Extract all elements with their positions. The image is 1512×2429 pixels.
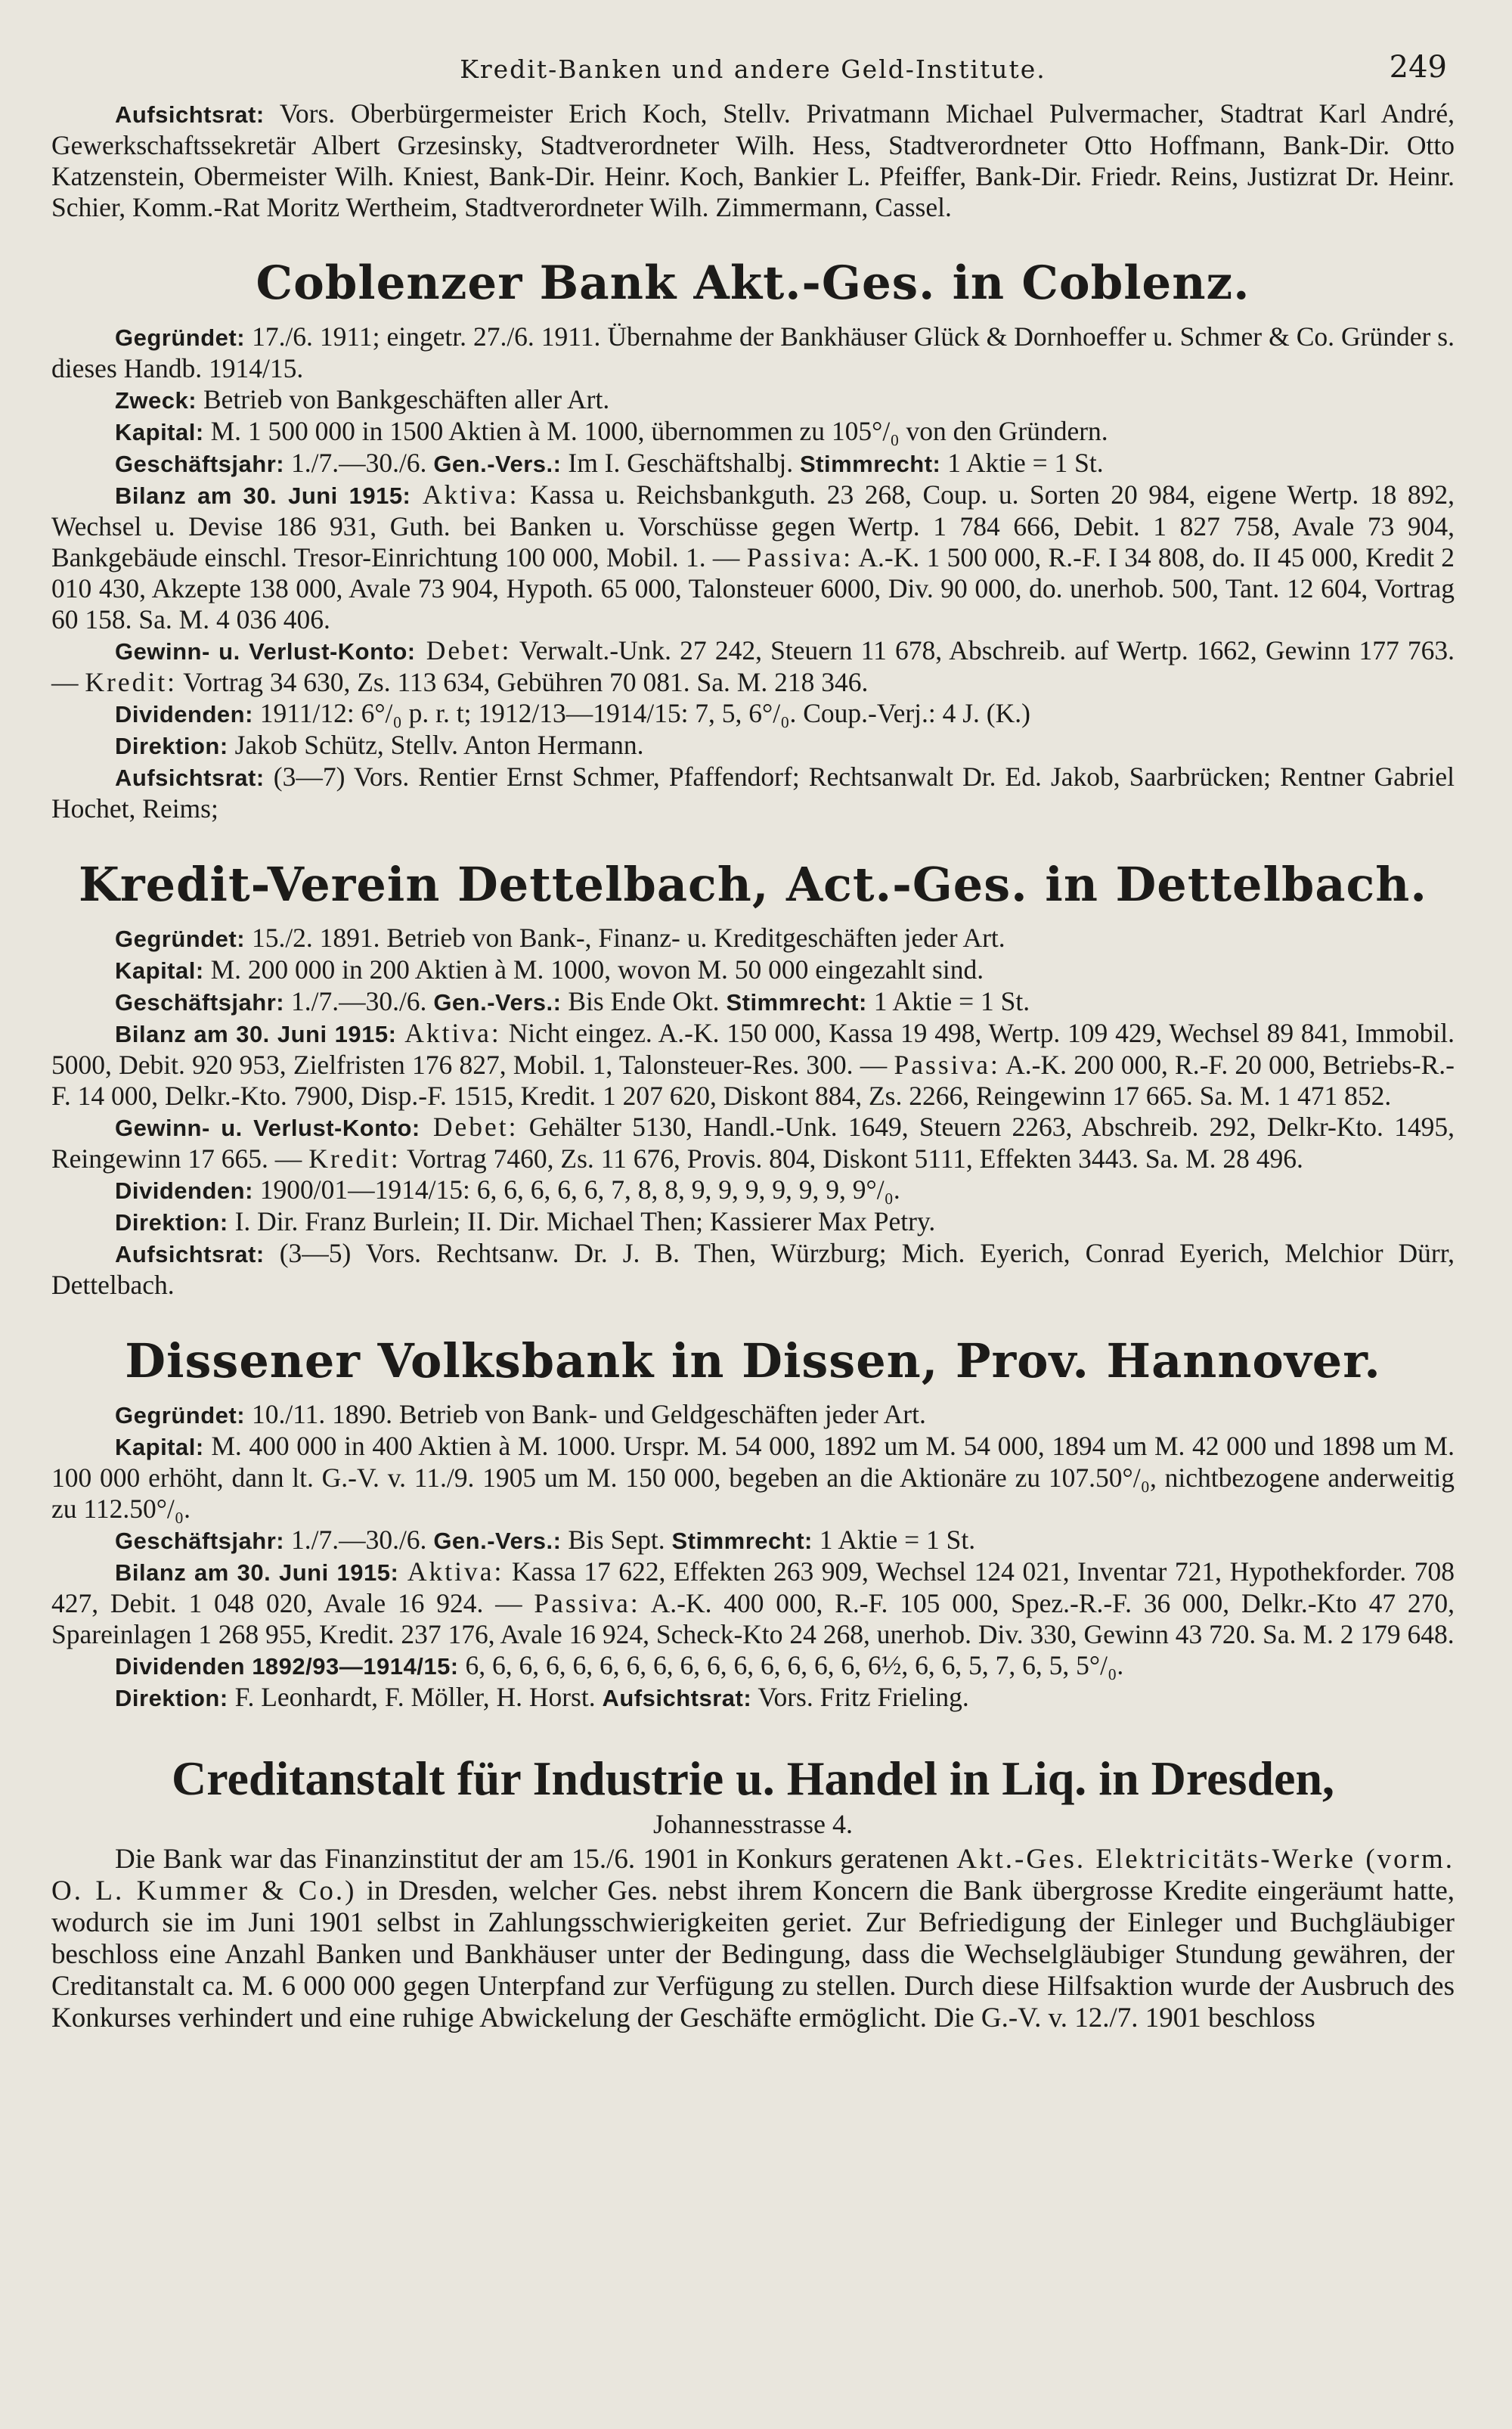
prev-entry xyxy=(51,98,1455,223)
gegruendet-line xyxy=(51,1399,1455,1431)
direktion-line xyxy=(51,1206,1455,1238)
bilanz-label: Bilanz am 30. Juni 1915: xyxy=(115,1021,397,1047)
gegruendet-text: 10./11. 1890. Betrieb von Bank- und Geldgeschäften jeder Art. xyxy=(245,1399,926,1429)
dettelbach-entry xyxy=(51,923,1455,1301)
zweck-text: Betrieb von Bankgeschäften aller Art. xyxy=(197,384,610,414)
dividenden-line xyxy=(51,1174,1455,1206)
running-title: Kredit-Banken und andere Geld-Institute. xyxy=(460,54,1046,84)
direktion-text: I. Dir. Franz Burlein; II. Dir. Michael Then; Kassierer Max Petry. xyxy=(228,1206,936,1236)
gen-vers-label: Gen.-Vers.: xyxy=(433,451,562,477)
bilanz-passiva-text: A.-K. 400 000, R.-F. 105 000, Spez.-R.-F. 36 000, Delkr.-Kto 47 270, Spareinlagen 1 268 955, Kredit. 237 176, Avale 16 924, Scheck-Kto 24 268, unerhob. Div. 330, Gewinn 43 720. Sa. M. 2 179 648. xyxy=(51,1588,1455,1649)
kapital-label: Kapital: xyxy=(115,957,204,984)
prev-aufsichtsrat xyxy=(51,98,1455,223)
aufsichtsrat-label: Aufsichtsrat: xyxy=(115,101,265,128)
passiva-label: Passiva: xyxy=(534,1588,640,1618)
geschaeftsjahr-text: 1./7.—30./6. xyxy=(284,448,434,478)
dividenden-label: Dividenden: xyxy=(115,701,253,727)
gegruendet-text: 17./6. 1911; eingetr. 27./6. 1911. Übernahme der Bankhäuser Glück & Dornhoeffer u. Schmer & Co. Gründer s. dieses Handb. 1914/15. xyxy=(51,321,1455,383)
kapital-text: M. 400 000 in 400 Aktien à M. 1000. Urspr. M. 54 000, 1892 um M. 54 000, 1894 um M. 42 000 und 1898 um M. 100 000 erhöht, dann lt. G.-V. v. 11./9. 1905 um M. 150 000, begeben an die Aktionäre zu 107.50°/₀, nichtbezogene anderweitig zu 112.50°/₀. xyxy=(51,1431,1455,1524)
gen-vers-text: Im I. Geschäftshalbj. xyxy=(561,448,800,478)
direktion-text: Jakob Schütz, Stellv. Anton Hermann. xyxy=(228,730,644,760)
dettelbach-title: Kredit-Verein Dettelbach, Act.-Ges. in Dettelbach. xyxy=(79,857,1427,912)
aufsichtsrat-line xyxy=(51,762,1455,824)
creditanstalt-text xyxy=(51,1844,1455,2034)
bilanz-label: Bilanz am 30. Juni 1915: xyxy=(115,1559,399,1586)
narrative-company: Akt.-Ges. Elektricitäts-Werke (vorm. O. L. Kummer & Co.) xyxy=(51,1844,1455,1906)
guv-line xyxy=(51,635,1455,698)
kapital-label: Kapital: xyxy=(115,419,204,445)
gegruendet-line xyxy=(51,321,1455,384)
kapital-line xyxy=(51,954,1455,986)
page-number: 249 xyxy=(1389,50,1447,85)
aktiva-label: Aktiva: xyxy=(411,479,519,510)
narrative-text-after: in Dresden, welcher Ges. nebst ihrem Koncern die Bank übergrosse Kredite eingeräumt hatte, wodurch sie im Juni 1901 selbst in Zahlungsschwierigkeiten geriet. Zur Befriedigung der Einleger und Buchgläubiger beschloss eine Anzahl Banken und Bankhäuser unter der Bedingung, dass die Wechselgläubiger Stundung gewähren, der Creditanstalt ca. M. 6 000 000 gegen Unterpfand zur Verfügung zu stellen. Durch diese Hilfsaktion wurde der Ausbruch des Konkurses verhindert und eine ruhige Abwickelung der Geschäfte ermöglicht. Die G.-V. v. 12./7. 1901 beschloss xyxy=(51,1875,1455,2033)
direktion-label: Direktion: xyxy=(115,1209,228,1236)
direktion-line xyxy=(51,730,1455,762)
gen-vers-text: Bis Ende Okt. xyxy=(561,986,727,1016)
kapital-text: M. 1 500 000 in 1500 Aktien à M. 1000, übernommen zu 105°/₀ von den Gründern. xyxy=(203,416,1108,446)
running-header xyxy=(51,45,1455,98)
dividenden-label: Dividenden 1892/93—1914/15: xyxy=(115,1653,459,1680)
kapital-line xyxy=(51,1431,1455,1525)
dissener-entry xyxy=(51,1399,1455,1714)
aufsichtsrat-text: Vors. Fritz Frieling. xyxy=(751,1682,969,1712)
guv-label: Gewinn- u. Verlust-Konto: xyxy=(115,638,416,665)
kapital-text: M. 200 000 in 200 Aktien à M. 1000, wovon M. 50 000 eingezahlt sind. xyxy=(203,954,984,985)
aktiva-label: Aktiva: xyxy=(398,1556,504,1587)
aufsichtsrat-text: (3—5) Vors. Rechtsanw. Dr. J. B. Then, Würzburg; Mich. Eyerich, Conrad Eyerich, Melchior Dürr, Dettelbach. xyxy=(51,1238,1455,1300)
kredit-label: Kredit: xyxy=(308,1143,401,1174)
gegruendet-label: Gegründet: xyxy=(115,926,246,952)
stimmrecht-label: Stimmrecht: xyxy=(726,989,867,1016)
stimmrecht-text: 1 Aktie = 1 St. xyxy=(866,986,1030,1016)
creditanstalt-address: Johannesstrasse 4. xyxy=(653,1809,853,1839)
kapital-line xyxy=(51,416,1455,448)
gegruendet-text: 15./2. 1891. Betrieb von Bank-, Finanz- u. Kreditgeschäften jeder Art. xyxy=(245,923,1005,953)
passiva-label: Passiva: xyxy=(894,1050,1000,1080)
direktion-line xyxy=(51,1682,1455,1714)
bilanz-line xyxy=(51,1018,1455,1112)
dividenden-line xyxy=(51,698,1455,730)
gegruendet-label: Gegründet: xyxy=(115,1402,246,1429)
guv-debet-text: Gehälter 5130, Handl.-Unk. 1649, Steuern 2263, Abschreib. 292, Delkr-Kto. 1495, Reingewinn 17 665. — xyxy=(51,1112,1455,1174)
kapital-label: Kapital: xyxy=(115,1434,204,1460)
guv-debet-text: Verwalt.-Unk. 27 242, Steuern 11 678, Abschreib. auf Wertp. 1662, Gewinn 177 763. — xyxy=(51,635,1455,697)
gen-vers-label: Gen.-Vers.: xyxy=(433,989,562,1016)
direktion-text: F. Leonhardt, F. Möller, H. Horst. xyxy=(228,1682,603,1712)
stimmrecht-text: 1 Aktie = 1 St. xyxy=(812,1525,976,1555)
dividenden-text: 1900/01—1914/15: 6, 6, 6, 6, 6, 7, 8, 8, 9, 9, 9, 9, 9, 9, 9°/₀. xyxy=(253,1174,900,1205)
geschaeftsjahr-label: Geschäftsjahr: xyxy=(115,989,285,1016)
coblenzer-title: Coblenzer Bank Akt.-Ges. in Coblenz. xyxy=(256,256,1250,310)
zweck-line xyxy=(51,384,1455,416)
geschaeftsjahr-label: Geschäftsjahr: xyxy=(115,451,285,477)
bilanz-passiva-text: A.-K. 1 500 000, R.-F. I 34 808, do. II 45 000, Kredit 2 010 430, Akzepte 138 000, Avale 73 904, Hypoth. 65 000, Talonsteuer 6000, Div. 90 000, do. unerhob. 500, Tant. 12 604, Vortrag 60 158. Sa. M. 4 036 406. xyxy=(51,542,1455,634)
gegruendet-line xyxy=(51,923,1455,954)
aufsichtsrat-text: (3—7) Vors. Rentier Ernst Schmer, Pfaffendorf; Rechtsanwalt Dr. Ed. Jakob, Saarbrücken; Rentner Gabriel Hochet, Reims; xyxy=(51,762,1455,824)
dividenden-label: Dividenden: xyxy=(115,1177,253,1204)
narrative-text-before: Die Bank war das Finanzinstitut der am 15./6. 1901 in Konkurs geratenen xyxy=(115,1844,957,1875)
coblenzer-entry xyxy=(51,321,1455,824)
zweck-label: Zweck: xyxy=(115,387,197,414)
aufsichtsrat-label: Aufsichtsrat: xyxy=(602,1685,752,1711)
bilanz-line xyxy=(51,479,1455,635)
creditanstalt-title: Creditanstalt für Industrie u. Handel in Liq. in Dresden, xyxy=(171,1751,1335,1805)
geschaeftsjahr-label: Geschäftsjahr: xyxy=(115,1528,285,1554)
bilanz-label: Bilanz am 30. Juni 1915: xyxy=(115,482,411,509)
gegruendet-label: Gegründet: xyxy=(115,324,246,351)
stimmrecht-text: 1 Aktie = 1 St. xyxy=(940,448,1104,478)
bilanz-aktiva-text: Nicht eingez. A.-K. 150 000, Kassa 19 498, Wertp. 109 429, Wechsel 89 841, Immobil. 5000, Debit. 920 953, Zielfristen 176 827, Mobil. 1, Talonsteuer-Res. 300. — xyxy=(51,1018,1455,1080)
dissener-title: Dissener Volksbank in Dissen, Prov. Hannover. xyxy=(125,1333,1381,1388)
bilanz-aktiva-text: Kassa 17 622, Effekten 263 909, Wechsel 124 021, Inventar 721, Hypothekforder. 708 427, Debit. 1 048 020, Avale 16 924. — xyxy=(51,1556,1455,1618)
geschaeftsjahr-line xyxy=(51,448,1455,479)
aufsichtsrat-label: Aufsichtsrat: xyxy=(115,765,265,791)
aufsichtsrat-text: Vors. Oberbürgermeister Erich Koch, Stellv. Privatmann Michael Pulvermacher, Stadtrat Karl André, Gewerkschaftssekretär Albert Grzesinsky, Stadtverordneter Wilh. Hess, Stadtverordneter Otto Hoffmann, Bank-Dir. Otto Katzenstein, Obermeister Wilh. Kniest, Bank-Dir. Heinr. Koch, Bankier L. Pfeiffer, Bank-Dir. Friedr. Reins, Justizrat Dr. Heinr. Schier, Komm.-Rat Moritz Wertheim, Stadtverordneter Wilh. Zimmermann, Cassel. xyxy=(51,98,1455,222)
gen-vers-text: Bis Sept. xyxy=(561,1525,672,1555)
bilanz-line xyxy=(51,1556,1455,1650)
kredit-label: Kredit: xyxy=(85,667,177,697)
geschaeftsjahr-line xyxy=(51,986,1455,1018)
dividenden-line xyxy=(51,1650,1455,1682)
bilanz-passiva-text: A.-K. 200 000, R.-F. 20 000, Betriebs-R.-F. 14 000, Delkr.-Kto. 7900, Disp.-F. 1515, Kredit. 1 207 620, Diskont 884, Zs. 2266, Reingewinn 17 665. Sa. M. 1 471 852. xyxy=(51,1050,1455,1111)
debet-label: Debet: xyxy=(420,1112,519,1142)
stimmrecht-label: Stimmrecht: xyxy=(799,451,941,477)
guv-label: Gewinn- u. Verlust-Konto: xyxy=(115,1115,420,1141)
guv-kredit-text: Vortrag 7460, Zs. 11 676, Provis. 804, Diskont 5111, Effekten 3443. Sa. M. 28 496. xyxy=(400,1143,1303,1174)
bilanz-aktiva-text: Kassa u. Reichsbankguth. 23 268, Coup. u. Sorten 20 984, eigene Wertp. 18 892, Wechsel u. Devise 186 931, Guth. bei Banken u. Vorschüsse gegen Wertp. 1 784 666, Debit. 1 827 758, Avale 73 904, Bankgebäude einschl. Tresor-Einrichtung 100 000, Mobil. 1. — xyxy=(51,479,1455,572)
geschaeftsjahr-line xyxy=(51,1525,1455,1556)
aufsichtsrat-line xyxy=(51,1238,1455,1301)
direktion-label: Direktion: xyxy=(115,1685,228,1711)
aufsichtsrat-label: Aufsichtsrat: xyxy=(115,1241,265,1267)
gen-vers-label: Gen.-Vers.: xyxy=(433,1528,562,1554)
aktiva-label: Aktiva: xyxy=(396,1018,501,1048)
guv-kredit-text: Vortrag 34 630, Zs. 113 634, Gebühren 70 081. Sa. M. 218 346. xyxy=(176,667,869,697)
passiva-label: Passiva: xyxy=(746,542,854,572)
debet-label: Debet: xyxy=(415,635,512,665)
dividenden-text: 1911/12: 6°/₀ p. r. t; 1912/13—1914/15: 7, 5, 6°/₀. Coup.-Verj.: 4 J. (K.) xyxy=(253,698,1030,728)
geschaeftsjahr-text: 1./7.—30./6. xyxy=(284,1525,434,1555)
stimmrecht-label: Stimmrecht: xyxy=(671,1528,813,1554)
direktion-label: Direktion: xyxy=(115,733,228,759)
geschaeftsjahr-text: 1./7.—30./6. xyxy=(284,986,434,1016)
guv-line xyxy=(51,1112,1455,1174)
dividenden-text: 6, 6, 6, 6, 6, 6, 6, 6, 6, 6, 6, 6, 6, 6, 6, 6½, 6, 6, 5, 7, 6, 5, 5°/₀. xyxy=(458,1650,1124,1680)
